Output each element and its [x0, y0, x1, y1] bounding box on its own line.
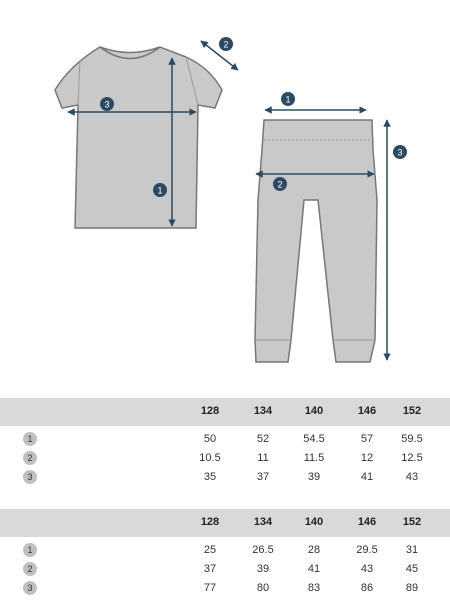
size-header: 140 — [304, 516, 324, 528]
table-cell: 59.5 — [401, 433, 423, 445]
table-cell: 39 — [256, 563, 270, 575]
table-row — [0, 560, 450, 579]
table-cell: 37 — [203, 563, 217, 575]
table-cell: 11.5 — [303, 452, 325, 464]
table-cell: 29.5 — [356, 544, 378, 556]
table-cell: 89 — [405, 582, 419, 594]
row-marker: 1 — [23, 432, 37, 446]
size-header: 140 — [304, 405, 324, 417]
row-marker: 3 — [23, 470, 37, 484]
table-cell: 80 — [256, 582, 270, 594]
svg-text:2: 2 — [277, 179, 283, 190]
table-row — [0, 449, 450, 468]
pants-illustration — [255, 120, 377, 362]
svg-text:2: 2 — [223, 39, 229, 50]
table-cell: 54.5 — [303, 433, 325, 445]
pants-marker-3 — [393, 145, 407, 159]
size-header: 152 — [402, 516, 422, 528]
table-cell: 57 — [360, 433, 374, 445]
size-header: 128 — [200, 405, 220, 417]
row-marker: 2 — [23, 562, 37, 576]
table-row — [0, 579, 450, 598]
row-marker: 1 — [23, 543, 37, 557]
pants-marker-2 — [273, 177, 287, 191]
table-cell: 37 — [256, 471, 270, 483]
table-cell: 12 — [360, 452, 374, 464]
size-header: 128 — [200, 516, 220, 528]
table-cell: 10.5 — [199, 452, 221, 464]
table-row — [0, 541, 450, 560]
table-cell: 35 — [203, 471, 217, 483]
pants-size-table — [0, 509, 450, 598]
row-marker: 2 — [23, 451, 37, 465]
size-header: 134 — [253, 405, 273, 417]
table-cell: 83 — [307, 582, 321, 594]
table-cell: 25 — [203, 544, 217, 556]
table-header — [0, 398, 450, 426]
table-cell: 77 — [203, 582, 217, 594]
table-row — [0, 468, 450, 487]
table-cell: 41 — [360, 471, 374, 483]
table-cell: 39 — [307, 471, 321, 483]
table-cell: 26.5 — [252, 544, 274, 556]
table-cell: 41 — [307, 563, 321, 575]
tshirt-marker-3 — [100, 97, 114, 111]
table-cell: 86 — [360, 582, 374, 594]
table-cell: 45 — [405, 563, 419, 575]
size-header: 134 — [253, 516, 273, 528]
table-cell: 43 — [360, 563, 374, 575]
row-marker: 3 — [23, 581, 37, 595]
table-cell: 11 — [257, 452, 269, 464]
pants-marker-1 — [281, 92, 295, 106]
size-header: 146 — [357, 405, 377, 417]
svg-text:3: 3 — [104, 99, 110, 110]
svg-text:1: 1 — [157, 185, 163, 196]
table-cell: 52 — [256, 433, 270, 445]
tshirt-illustration — [55, 47, 222, 228]
svg-text:1: 1 — [285, 94, 291, 105]
tshirt-size-table — [0, 398, 450, 487]
table-cell: 43 — [405, 471, 419, 483]
table-row — [0, 430, 450, 449]
table-cell: 28 — [307, 544, 321, 556]
table-header — [0, 509, 450, 537]
tshirt-marker-2 — [219, 37, 233, 51]
svg-text:3: 3 — [397, 147, 403, 158]
table-cell: 12.5 — [401, 452, 423, 464]
tshirt-marker-1 — [153, 183, 167, 197]
size-header: 146 — [357, 516, 377, 528]
table-cell: 31 — [405, 544, 419, 556]
table-cell: 50 — [203, 433, 217, 445]
size-header: 152 — [402, 405, 422, 417]
